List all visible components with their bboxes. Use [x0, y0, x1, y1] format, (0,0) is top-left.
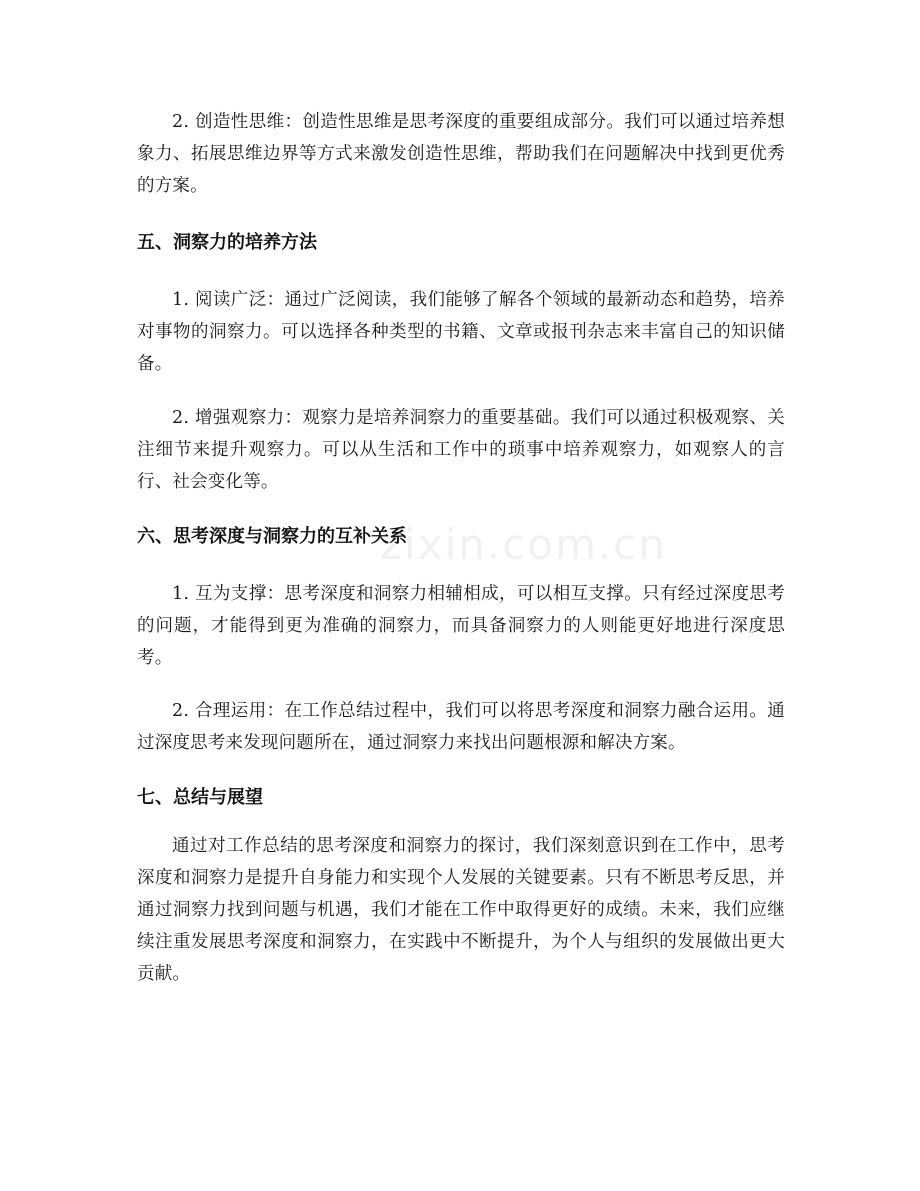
watermark: zixin.com.cn — [380, 520, 667, 569]
paragraph-observation: 2. 增强观察力：观察力是培养洞察力的重要基础。我们可以通过积极观察、关注细节来提升观察力。可以从生活和工作中的琐事中培养观察力，如观察人的言行、社会变化等。 — [137, 408, 785, 492]
paragraph-creative-thinking: 2. 创造性思维：创造性思维是思考深度的重要组成部分。我们可以通过培养想象力、拓展思维边界等方式来激发创造性思维，帮助我们在问题解决中找到更优秀的方案。 — [137, 112, 785, 196]
section-heading-7: 七、总结与展望 — [137, 787, 263, 808]
section-heading-5: 五、洞察力的培养方法 — [137, 232, 317, 253]
paragraph-summary: 通过对工作总结的思考深度和洞察力的探讨，我们深刻意识到在工作中，思考深度和洞察力是提升自身能力和实现个人发展的关键要素。只有不断思考反思，并通过洞察力找到问题与机遇，我们才能在工作中取得更好的成绩。未来，我们应继续注重发展思考深度和洞察力，在实践中不断提升，为个人与组织的发展做出更大贡献。 — [137, 836, 785, 984]
paragraph-wide-reading: 1. 阅读广泛：通过广泛阅读，我们能够了解各个领域的最新动态和趋势，培养对事物的洞察力。可以选择各种类型的书籍、文章或报刊杂志来丰富自己的知识储备。 — [137, 290, 785, 374]
paragraph-reasonable-use: 2. 合理运用：在工作总结过程中，我们可以将思考深度和洞察力融合运用。通过深度思考来发现问题所在，通过洞察力来找出问题根源和解决方案。 — [137, 701, 785, 753]
section-heading-6: 六、思考深度与洞察力的互补关系 — [137, 526, 407, 547]
paragraph-mutual-support: 1. 互为支撑：思考深度和洞察力相辅相成，可以相互支撑。只有经过深度思考的问题，才能得到更为准确的洞察力，而具备洞察力的人则能更好地进行深度思考。 — [137, 584, 785, 668]
